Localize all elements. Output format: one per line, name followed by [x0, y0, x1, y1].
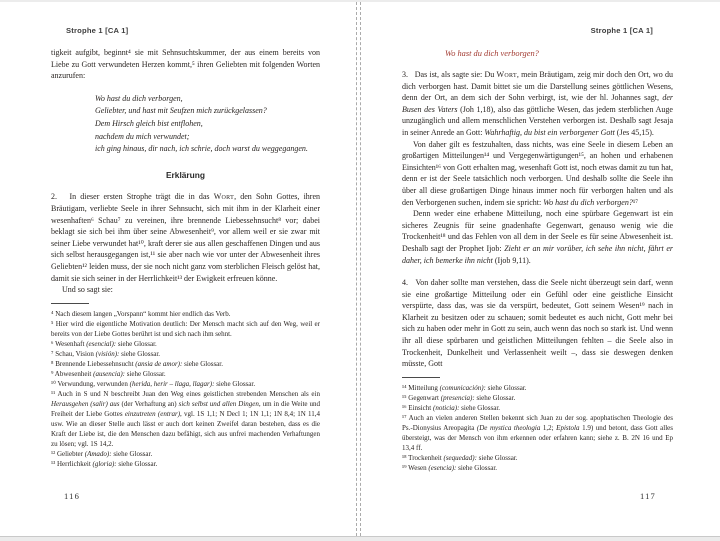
- footnote: ¹⁰ Verwundung, verwunden (herida, herir – llaga, llagar): siehe Glossar.: [51, 379, 256, 388]
- page-right-body: [402, 69, 673, 370]
- paragraph-4: 4. Von daher sollte man verstehen, dass die Seele nicht überzeugt sein darf, wenn sie eine großartige Mitteilung oder ein Gefühl oder eine geistliche Einsicht verspürte, dass das, was sie da verspürt, bedeutet, Gott seinem Wesen¹⁹ nach in Klarheit zu besitzen oder zu schauen; somit bedeutet es auch nicht, Gott mehr bei sich zu haben oder mehr in Gott zu sein, auch wenn das noch so stark ist. Und wenn ihr all diese spürbaren und geistlichen Mitteilungen fehlten – die Seele also in Trockenheit, Dunkelheit und Verlassenheit weilt –, dass sie deswegen denken müsste, Gott: [402, 278, 673, 369]
- poem-line: nachdem du mich verwundet;: [95, 131, 190, 141]
- verse-quote-red: Wo hast du dich verborgen?: [445, 49, 539, 58]
- footnote: ¹³ Herrlichkeit (gloria): siehe Glossar.: [51, 459, 158, 468]
- footnote: ¹⁷ Auch an vielen anderen Stellen bekennt sich Juan zu der sog. apophatischen Theologie des Ps.-Dionysius Areopagita (De mystica theologia 1,2; Epistola 1.9) und betont, dass Gott alles übersteigt, was der Mensch von ihm erkennen oder erfahren kann; siehe z. B. 2N 16 und Ep 13,4 ff.: [402, 413, 673, 452]
- footnote: ¹⁴ Mitteilung (comunicación): siehe Glossar.: [402, 383, 527, 392]
- footnote: ¹⁹ Wesen (esencia): siehe Glossar.: [402, 463, 498, 472]
- footnote: ⁹ Abwesenheit (ausencia): siehe Glossar.: [51, 369, 166, 378]
- footnote: ⁸ Brennende Liebessehnsucht (ansia de amor): siehe Glossar.: [51, 359, 223, 368]
- footnote: ¹² Geliebter (Amado): siehe Glossar.: [51, 449, 153, 458]
- paragraph-von-daher: Von daher gilt es festzuhalten, dass nichts, was eine Seele in diesem Leben an großartigen Mitteilungen¹⁴ und Vergegenwärtigungen¹⁵, an hohen und erhabenen Einsichten¹⁶ von Gott erhalten mag, wesenhaft Gott ist, noch etwas damit zu tun hat, denn er ist der Seele tatsächlich noch verborgen. Und deshalb sollte die Seele ihn über all diese großartigen Dinge hinaus immer noch für verborgen halten und als den Verborgenen suchen, indem sie spricht: Wo hast du dich verborgen?¹⁷: [402, 139, 673, 207]
- footnote: ⁶ Wesenhaft (esencial): siehe Glossar.: [51, 339, 157, 348]
- running-header-right: Strophe 1 [CA 1]: [590, 26, 653, 35]
- poem-line: Wo hast du dich verborgen,: [95, 93, 183, 103]
- poem-stanza: [95, 93, 320, 156]
- poem-line: Geliebter, und hast mit Seufzen mich zurückgelassen?: [95, 106, 267, 116]
- footnote: ¹⁶ Einsicht (noticia): siehe Glossar.: [402, 403, 501, 412]
- footnote-rule: [51, 303, 89, 304]
- page-right: [361, 2, 720, 536]
- page-number-right: 117: [639, 491, 656, 501]
- footnote: ¹⁸ Trockenheit (sequedad): siehe Glossar.: [402, 453, 518, 462]
- poem-line: ich ging hinaus, dir nach, ich schrie, doch warst du weggegangen.: [95, 144, 308, 154]
- footnote-rule: [402, 377, 440, 378]
- footnotes-left: [51, 309, 320, 469]
- footnote: ⁴ Nach diesem langen „Vorspann“ kommt hier endlich das Verb.: [51, 309, 231, 318]
- poem-line: Dem Hirsch gleich bist entflohen,: [95, 118, 203, 128]
- footnote: ¹¹ Auch in S und N beschreibt Juan den Weg eines geistlichen strebenden Menschen als ein Herausgehen (salir) aus (der Verhaftung an) sich selbst und allen Dingen, um in die Weite und Freiheit der Liebe Gottes einzutreten (entrar), vgl. 1S 1,1; N Decl 1; 1N 1,1; 1N 8,4; 1N 11,4 usw. Wie an dieser Stelle auch lässt er auch dort keinen Zweifel daran bestehen, dass es die Kraft der Liebe ist, die den Menschen dazu befähigt, sich aus unfrei machenden Verhaftungen zu lösen; vgl. 1S 14,2.: [51, 389, 320, 448]
- paragraph-continuation: tigkeit aufgibt, beginnt⁴ sie mit Sehnsuchtskummer, der aus einem bereits von Liebe zu Gott verwundeten Herzen kommt,⁵ ihren Geliebten mit folgenden Worten anzurufen:: [51, 48, 320, 81]
- page-number-left: 116: [64, 491, 81, 501]
- footnotes-right: [402, 383, 673, 473]
- footnote: ⁷ Schau, Vision (visión): siehe Glossar.: [51, 349, 161, 358]
- footnote: ⁵ Hier wird die eigentliche Motivation deutlich: Der Mensch macht sich auf den Weg, weil er bereits von der Liebe Gottes berührt ist und sich nach ihm sehnt.: [51, 319, 320, 338]
- running-header-left: Strophe 1 [CA 1]: [66, 26, 129, 35]
- paragraph-2: 2. In dieser ersten Strophe trägt die in das Wort, den Sohn Gottes, ihren Bräutigam, verliebte Seele in ihrer Sehnsucht, sich mit ihm in der Klarheit einer wesenhaften⁶ Schau⁷ zu vereinen, ihre brennende Liebessehnsucht⁸ vor; dabei beklagt sie sich bei ihm über seine Abwesenheit⁹, vor allem weil er sie zwar mit seiner Liebe verwundet hat¹⁰, kraft derer sie aus allen geschaffenen Dingen und aus sich selbst herausgegangen ist,¹¹ sie aber nach wie vor unter der Abwesenheit ihres Geliebten¹² leiden muss, der sie noch nicht ganz vom sterblichen Fleisch gelöst hat, damit sie sich seiner in der Herrlichkeit¹³ der Ewigkeit erfreuen könne.: [51, 192, 321, 283]
- paragraph-3: 3. Das ist, als sagte sie: Du Wort, mein Bräutigam, zeig mir doch den Ort, wo du dich verborgen hast. Damit bittet sie um die Darstellung seines göttlichen Wesens, denn der Ort, an dem sich der Sohn verbirgt, ist, wie der hl. Johannes sagt, der Busen des Vaters (Joh 1,18), also das göttliche Wesen, das jedem sterblichen Auge unzugänglich und allem menschlichen Verstehen verborgen ist. Deshalb sagt Jesaja in seiner Anrede an Gott: Wahrhaftig, du bist ein verborgener Gott (Jes 45,15).: [402, 70, 673, 137]
- footnote: ¹⁵ Gegenwart (presencia): siehe Glossar.: [402, 393, 516, 402]
- closing-line: Und so sagt sie:: [62, 285, 113, 295]
- page-left: [0, 2, 356, 536]
- page-left-body: [51, 47, 320, 296]
- paragraph-denn-weder: Denn weder eine erhabene Mitteilung, noch eine spürbare Gegenwart ist ein sicheres Zeugnis für seine gnadenhafte Gegenwart, genauso wenig wie die Trockenheit¹⁸ und das Fehlen von all dem in der Seele es für seine Abwesenheit ist. Deshalb sagt der Prophet Ijob: Zieht er an mir vorüber, ich sehe ihn nicht, fährt er daher, ich bemerke ihn nicht (Ijob 9,11).: [402, 209, 674, 265]
- page-bottom-edge: [0, 536, 720, 541]
- section-heading: Erklärung: [165, 169, 206, 180]
